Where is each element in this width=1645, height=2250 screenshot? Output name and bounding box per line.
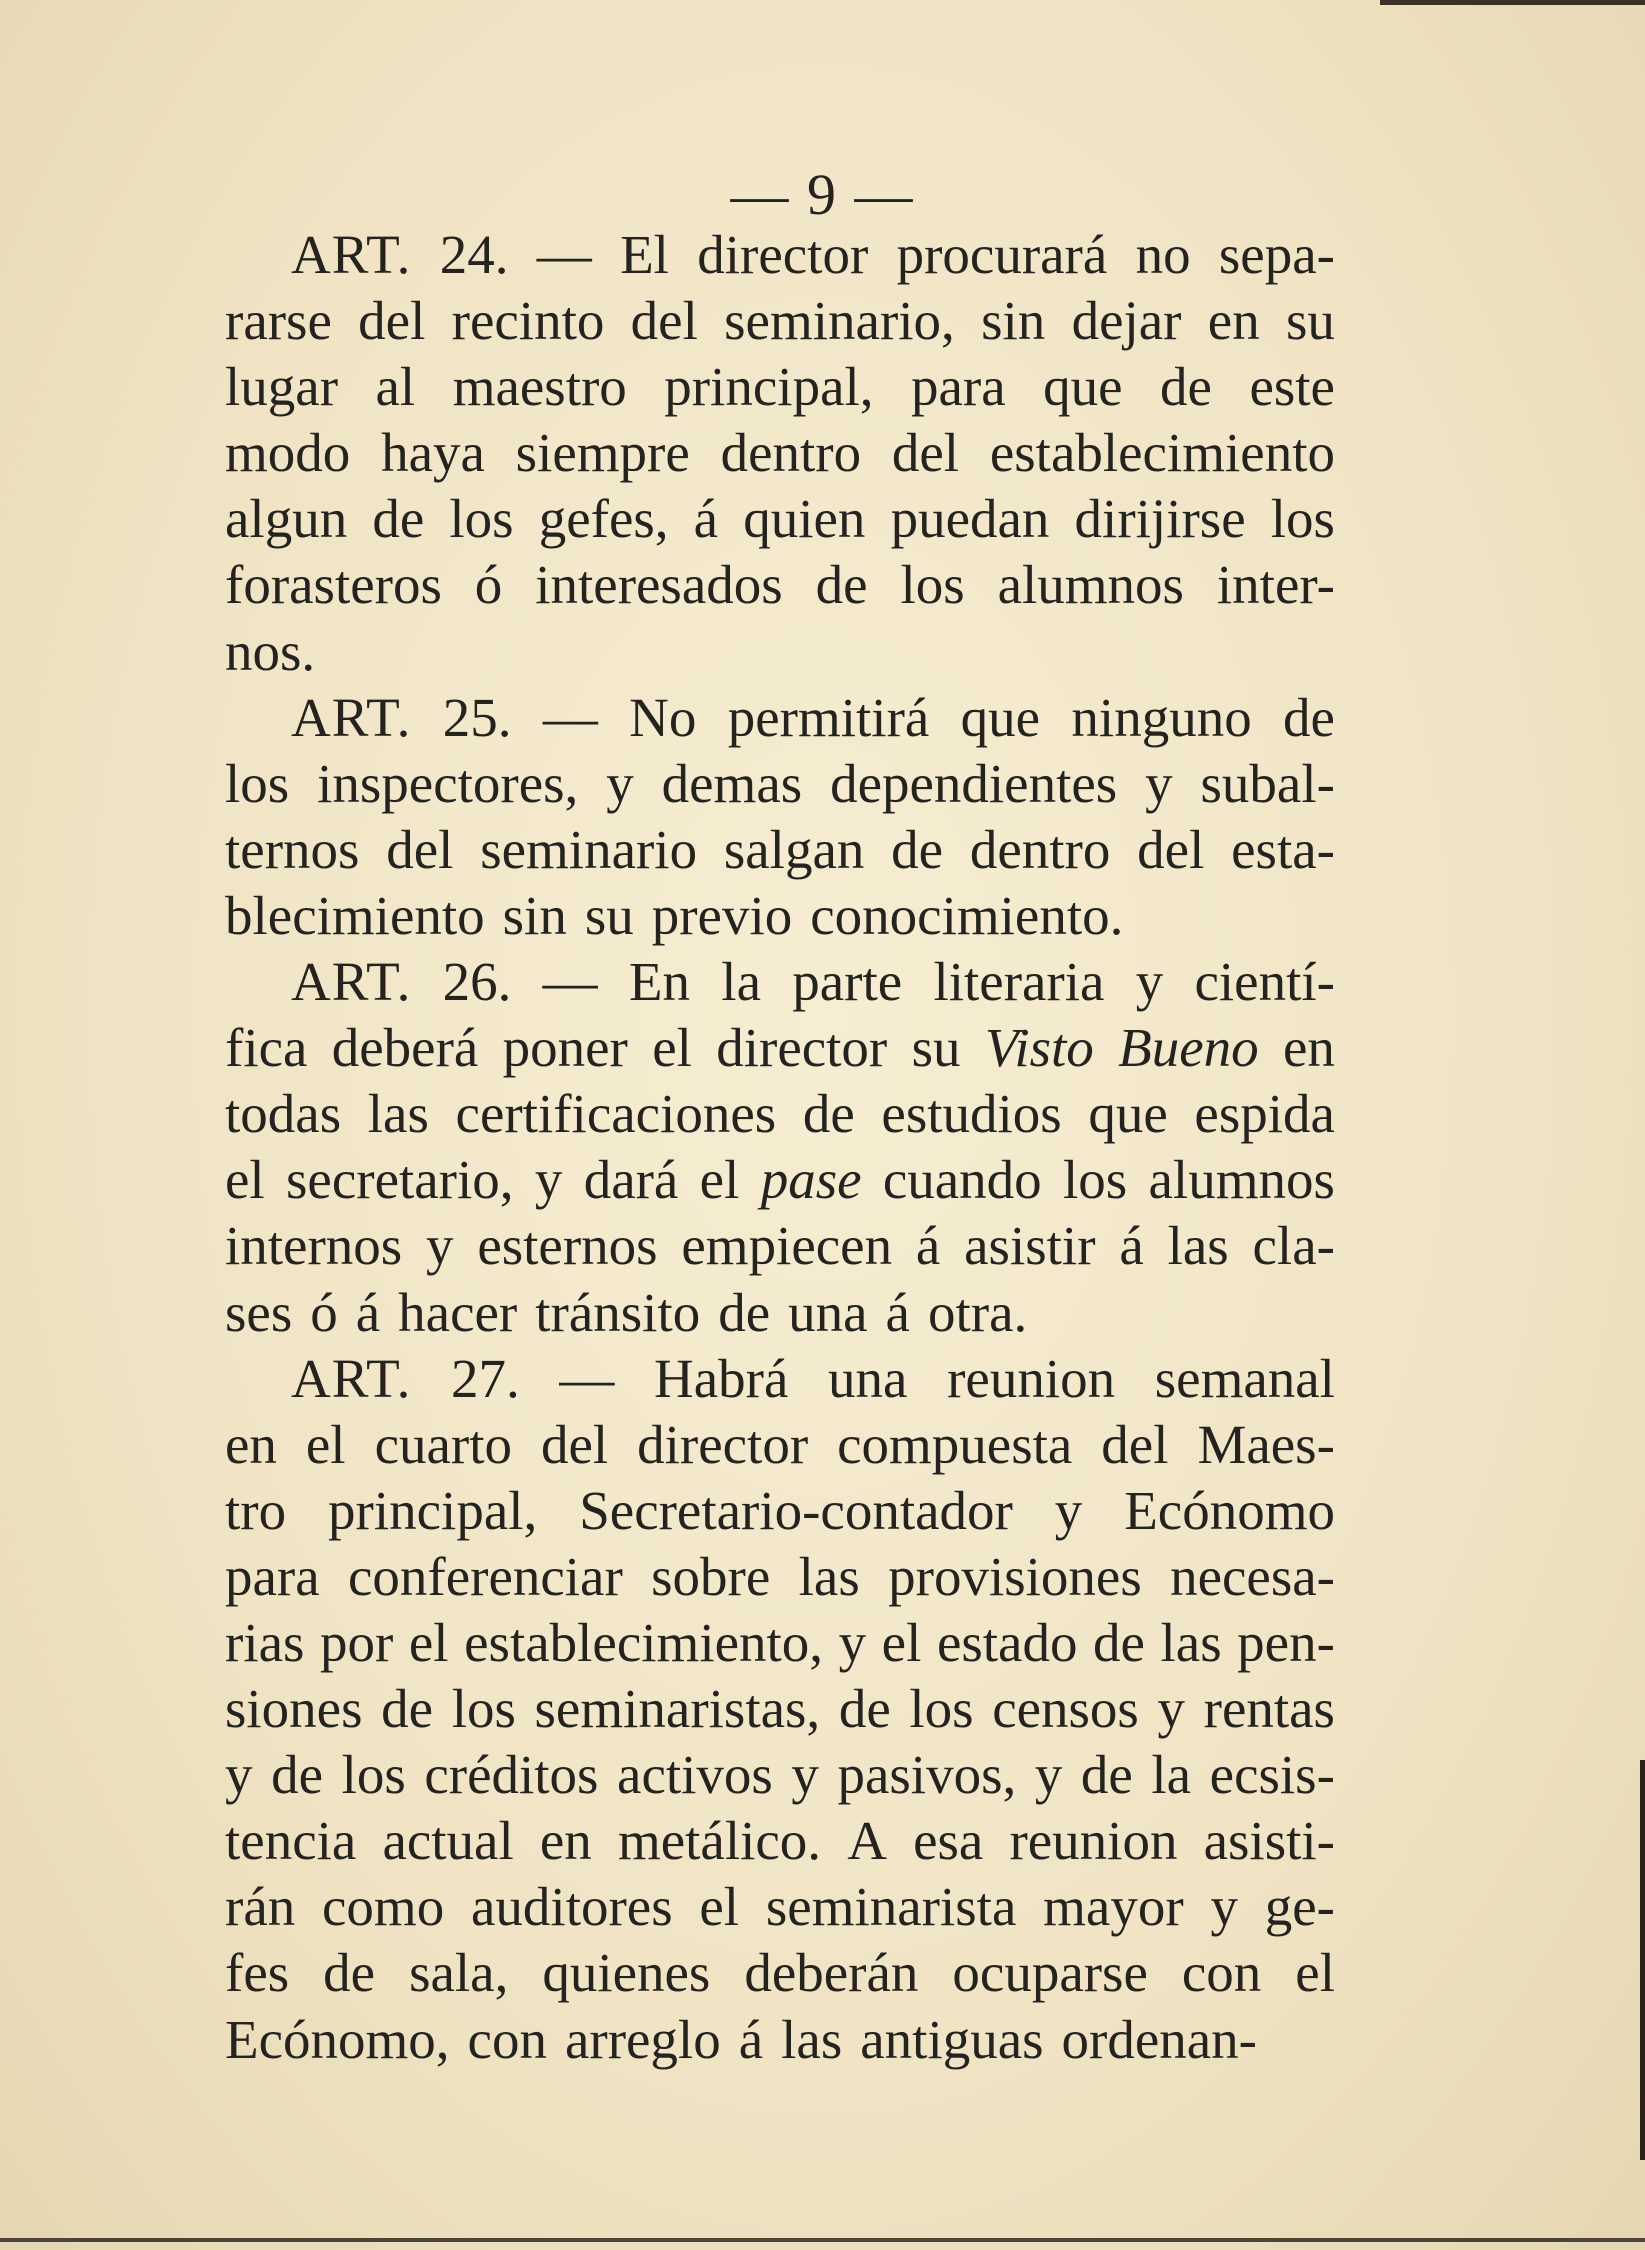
word: que	[1088, 1083, 1168, 1145]
word: tro	[225, 1479, 287, 1541]
word: de	[372, 488, 425, 550]
word: ordenan-	[1061, 2008, 1258, 2070]
word: No	[629, 686, 697, 748]
word: la	[721, 951, 761, 1013]
word: dentro	[720, 422, 862, 484]
text-line	[225, 1346, 1335, 1412]
word: seminarista	[765, 1876, 1017, 1938]
word: y	[534, 1149, 563, 1211]
word: y	[1054, 1479, 1083, 1541]
word: el	[699, 1149, 740, 1211]
word: de	[838, 1678, 891, 1740]
word: y	[1145, 752, 1173, 814]
word: el	[1295, 1942, 1335, 2004]
article-paragraph	[225, 1346, 1335, 2073]
word: y	[225, 1744, 253, 1806]
word: antiguas	[860, 2008, 1044, 2070]
article-paragraph	[225, 949, 1335, 1346]
word: certificaciones	[455, 1083, 777, 1145]
word: Ecónomo,	[225, 2008, 450, 2070]
word: para	[911, 356, 1006, 418]
word: alumnos	[1148, 1149, 1335, 1211]
word: dentro	[969, 818, 1111, 880]
text-line	[225, 1544, 1335, 1610]
word: haya	[381, 422, 485, 484]
text-line	[225, 1147, 1335, 1213]
word: los	[1063, 1149, 1128, 1211]
word: deberá	[331, 1017, 479, 1079]
word: El	[620, 224, 669, 285]
word: ses	[225, 1281, 293, 1343]
word: fica	[225, 1017, 308, 1079]
word: rán	[225, 1876, 296, 1938]
top-edge-rule	[1380, 0, 1645, 5]
word: los	[225, 752, 290, 814]
word: activos	[617, 1744, 773, 1806]
word: los	[909, 1678, 974, 1740]
word: pasivos,	[837, 1744, 1017, 1806]
word: el	[408, 1611, 449, 1673]
text-line	[225, 1280, 1335, 1346]
word: necesa-	[1170, 1545, 1335, 1607]
word: las	[1167, 1215, 1229, 1277]
word: y	[1210, 1876, 1238, 1938]
word: á	[693, 488, 719, 550]
word: como	[322, 1876, 445, 1938]
text-line	[225, 1213, 1335, 1279]
word: de	[1093, 1611, 1145, 1673]
word: interesados	[535, 554, 783, 616]
word: y	[426, 1215, 454, 1277]
word: alumnos	[997, 554, 1184, 616]
text-line	[225, 1015, 1335, 1081]
word: ternos	[225, 818, 360, 880]
text-line	[225, 619, 1335, 685]
word: permitirá	[727, 686, 930, 748]
word: y	[1157, 1678, 1185, 1740]
word: sala,	[409, 1942, 509, 2004]
word: créditos	[424, 1744, 599, 1806]
word: los	[341, 1744, 406, 1806]
word: del	[1101, 1413, 1169, 1475]
word: forasteros	[225, 554, 442, 616]
word: poner	[502, 1017, 628, 1079]
text-line	[225, 1081, 1335, 1147]
text-line	[225, 817, 1335, 883]
word: el	[305, 1413, 346, 1475]
word: de	[1160, 356, 1212, 418]
word: estado	[936, 1611, 1078, 1673]
word: conferenciar	[348, 1545, 623, 1607]
word: reunion	[947, 1347, 1116, 1409]
word: del	[891, 422, 960, 484]
word: demas	[661, 752, 803, 814]
text-line	[225, 222, 1335, 288]
word: cuarto	[374, 1413, 512, 1475]
word: de	[1283, 686, 1335, 748]
word: dirijirse	[1074, 488, 1246, 550]
article-heading-word: 26.	[442, 951, 512, 1013]
word: en	[1207, 290, 1260, 352]
word: al	[375, 356, 416, 418]
article-heading-word: 27.	[451, 1347, 520, 1409]
word: ecsis-	[1209, 1744, 1335, 1806]
word: establecimiento	[989, 422, 1335, 484]
word: esa	[913, 1810, 984, 1872]
word: ó	[474, 554, 503, 616]
text-line	[225, 949, 1335, 1015]
word: rentas	[1203, 1678, 1335, 1740]
word: á	[915, 1215, 941, 1277]
word: de	[271, 1744, 323, 1806]
word: una	[788, 1281, 868, 1343]
article-heading-word: 24.	[439, 224, 509, 285]
text-line	[225, 1940, 1335, 2006]
word: de	[1080, 1744, 1133, 1806]
word: el	[225, 1149, 265, 1211]
word: Habrá	[654, 1347, 789, 1409]
word: otra.	[927, 1281, 1028, 1343]
word: modo	[225, 422, 351, 484]
word: de	[323, 1942, 376, 2004]
word: semanal	[1154, 1347, 1335, 1409]
word: asisti-	[1203, 1810, 1335, 1872]
text-line	[225, 1742, 1335, 1808]
word: tencia	[225, 1810, 357, 1872]
body-text	[225, 222, 1335, 2073]
word: director	[637, 1413, 809, 1475]
word: inter-	[1216, 554, 1335, 616]
word: y	[791, 1744, 819, 1806]
word: á	[738, 2008, 764, 2070]
word: arreglo	[564, 2008, 721, 2070]
word: pase	[760, 1149, 862, 1211]
article-heading-word: ART.	[291, 1347, 412, 1409]
text-line	[225, 685, 1335, 751]
bottom-edge-rule	[0, 2238, 1645, 2242]
word: provisiones	[888, 1545, 1142, 1607]
word: del	[540, 1413, 609, 1475]
word: los	[449, 488, 514, 550]
word: maestro	[452, 356, 627, 418]
article-heading-word: ART.	[291, 224, 412, 285]
word: esta-	[1231, 818, 1335, 880]
word: salgan	[723, 818, 865, 880]
article-heading-word: ART.	[291, 686, 412, 748]
text-line	[225, 1478, 1335, 1544]
word: principal,	[664, 356, 874, 418]
word: Ecónomo	[1124, 1479, 1335, 1541]
word: en	[539, 1810, 592, 1872]
right-edge-shadow	[1640, 1760, 1645, 2160]
word: su	[911, 1017, 961, 1079]
word: —	[542, 951, 598, 1013]
text-line	[225, 883, 1335, 949]
word: las	[781, 2008, 843, 2070]
word: —	[542, 686, 598, 748]
word: lugar	[225, 356, 339, 418]
text-line	[225, 354, 1335, 420]
word: del	[386, 818, 454, 880]
word: parte	[792, 951, 903, 1013]
article-heading-word: ART.	[291, 951, 412, 1013]
word: cuando	[882, 1149, 1042, 1211]
word: dará	[583, 1149, 679, 1211]
word: del	[1137, 818, 1205, 880]
word: sin	[981, 290, 1046, 352]
word: el	[881, 1611, 922, 1673]
word: establecimiento,	[464, 1611, 824, 1673]
word: seminario,	[724, 290, 955, 352]
word: A	[847, 1810, 887, 1872]
word: estudios	[881, 1083, 1062, 1145]
word: de	[381, 1678, 434, 1740]
word: procurará	[896, 224, 1108, 285]
word: internos	[225, 1215, 403, 1277]
word: que	[1043, 356, 1123, 418]
word: nos.	[225, 620, 316, 682]
word: todas	[225, 1083, 342, 1145]
word: por	[319, 1611, 394, 1673]
text-line	[225, 2007, 1335, 2073]
text-line	[225, 751, 1335, 817]
word: principal,	[328, 1479, 538, 1541]
word: metálico.	[617, 1810, 822, 1872]
word: algun	[225, 488, 348, 550]
word: las	[798, 1545, 860, 1607]
word: hacer	[398, 1281, 518, 1343]
text-line	[225, 288, 1335, 354]
word: cla-	[1252, 1215, 1335, 1277]
word: compuesta	[837, 1413, 1073, 1475]
page-number: — 9 —	[730, 162, 915, 227]
word: reunion	[1009, 1810, 1178, 1872]
word: gefes,	[538, 488, 669, 550]
word: del	[630, 290, 698, 352]
article-heading-word: 25.	[442, 686, 512, 748]
word: seminaristas,	[534, 1678, 821, 1740]
word: su	[1286, 290, 1335, 352]
word: seminario	[480, 818, 698, 880]
article-paragraph	[225, 685, 1335, 949]
word: blecimiento	[225, 884, 485, 946]
word: Bueno	[1118, 1017, 1259, 1079]
word: á	[885, 1281, 910, 1343]
word: los	[1270, 488, 1335, 550]
word: deberán	[744, 1942, 919, 2004]
word: ó	[310, 1281, 338, 1343]
word: director	[697, 224, 869, 285]
word: rarse	[225, 290, 332, 352]
word: director	[716, 1017, 888, 1079]
word: —	[536, 224, 592, 285]
word: tránsito	[535, 1281, 701, 1343]
word: ge-	[1264, 1876, 1335, 1938]
word: en	[1282, 1017, 1335, 1079]
word: y	[838, 1611, 867, 1673]
word: literaria	[933, 951, 1105, 1013]
word: mayor	[1043, 1876, 1184, 1938]
word: empiecen	[681, 1215, 893, 1277]
word: cientí-	[1194, 951, 1335, 1013]
text-line	[225, 1412, 1335, 1478]
word: sin	[502, 884, 567, 946]
word: censos	[992, 1678, 1139, 1740]
word: este	[1249, 356, 1335, 418]
text-line	[225, 1676, 1335, 1742]
word: Maes-	[1197, 1413, 1335, 1475]
word: á	[1119, 1215, 1144, 1277]
word: Visto	[984, 1017, 1094, 1079]
word: ocuparse	[952, 1942, 1148, 2004]
word: secretario,	[286, 1149, 514, 1211]
word: el	[699, 1876, 740, 1938]
word: subal-	[1200, 752, 1335, 814]
word: no	[1135, 224, 1191, 285]
word: quien	[743, 488, 866, 550]
word: recinto	[451, 290, 605, 352]
word: puedan	[890, 488, 1050, 550]
word: de	[718, 1281, 771, 1343]
word: y	[1135, 951, 1164, 1013]
word: las	[1160, 1611, 1222, 1673]
word: su	[584, 884, 634, 946]
word: una	[828, 1347, 908, 1409]
word: la	[1151, 1744, 1192, 1806]
word: y	[606, 752, 634, 814]
word: para	[225, 1545, 320, 1607]
word: En	[628, 951, 691, 1013]
word: los	[451, 1678, 516, 1740]
word: en	[225, 1413, 277, 1475]
word: del	[358, 290, 426, 352]
word: siones	[225, 1678, 363, 1740]
word: á	[355, 1281, 381, 1343]
word: y	[1034, 1744, 1063, 1806]
word: con	[1181, 1942, 1262, 2004]
word: pen-	[1237, 1611, 1335, 1673]
word: fes	[225, 1942, 290, 2004]
text-line	[225, 552, 1335, 618]
word: de	[891, 818, 944, 880]
word: los	[900, 554, 965, 616]
word: de	[815, 554, 868, 616]
word: con	[467, 2008, 547, 2070]
word: rias	[225, 1611, 305, 1673]
word: conocimiento.	[810, 884, 1124, 946]
word: quienes	[542, 1942, 711, 2004]
word: auditores	[471, 1876, 673, 1938]
word: sepa-	[1218, 224, 1335, 285]
word: —	[559, 1347, 615, 1409]
word: el	[652, 1017, 692, 1079]
word: de	[802, 1083, 855, 1145]
word: dependientes	[830, 752, 1118, 814]
word: espida	[1194, 1083, 1335, 1145]
word: siempre	[515, 422, 690, 484]
word: inspectores,	[317, 752, 579, 814]
text-line	[225, 1610, 1335, 1676]
article-paragraph	[225, 222, 1335, 685]
word: sobre	[651, 1545, 771, 1607]
text-line	[225, 1874, 1335, 1940]
word: que	[960, 686, 1041, 748]
word: actual	[382, 1810, 514, 1872]
word: ninguno	[1071, 686, 1252, 748]
word: previo	[651, 884, 793, 946]
text-line	[225, 420, 1335, 486]
text-line	[225, 486, 1335, 552]
word: esternos	[477, 1215, 658, 1277]
text-line	[225, 1808, 1335, 1874]
word: las	[367, 1083, 429, 1145]
word: asistir	[964, 1215, 1096, 1277]
word: dejar	[1071, 290, 1182, 352]
word: Secretario-contador	[579, 1479, 1013, 1541]
